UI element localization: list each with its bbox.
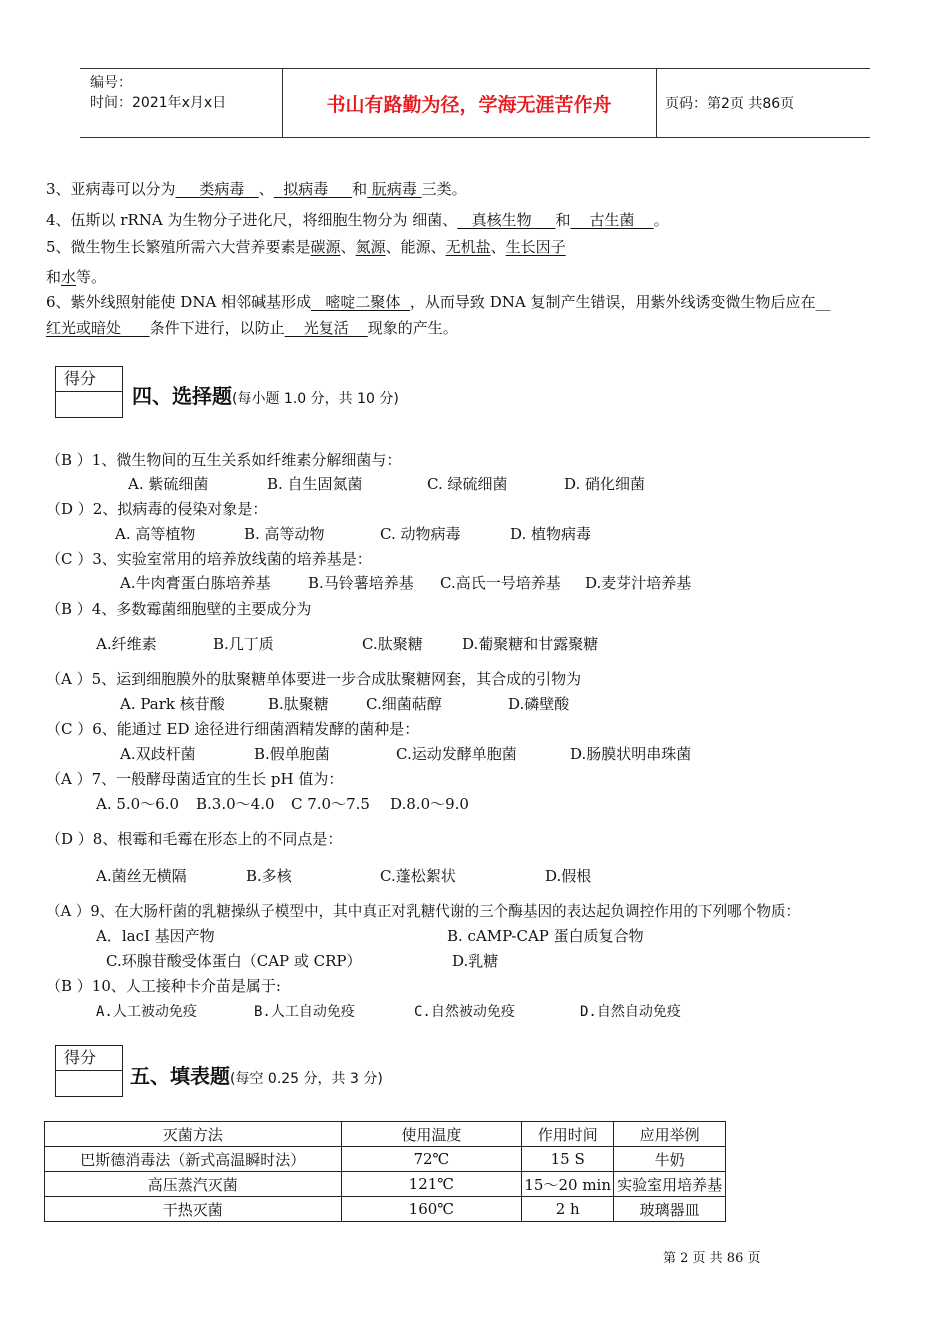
header-meta: [90, 73, 226, 113]
section-note: (每空 0.25 分，共 3 分): [230, 1071, 383, 1087]
question-text: 现象的产生。: [367, 319, 458, 337]
choice-option: D.自然自动免疫: [580, 1004, 681, 1020]
choice-option: C.细菌萜醇: [366, 695, 442, 713]
choice-option: A.双歧杆菌: [120, 745, 196, 763]
question-text: 6、紫外线照射能使 DNA 相邻碱基形成: [46, 293, 312, 311]
choice-option: C.运动发酵单胞菌: [396, 745, 517, 763]
answer-blank: 光复活: [284, 319, 368, 337]
score-label: 得分: [56, 367, 122, 392]
table-cell: 15～20 min: [522, 1172, 614, 1197]
choice-option: C.高氏一号培养基: [440, 574, 561, 592]
fill-question-5: [46, 236, 566, 257]
choice-option: B. cAMP-CAP 蛋白质复合物: [447, 927, 644, 945]
choice-option: A.菌丝无横隔: [96, 867, 187, 885]
choice-option: A.人工被动免疫: [96, 1004, 197, 1020]
question-text: 等。: [76, 268, 107, 286]
choice-option: D. 硝化细菌: [564, 475, 646, 493]
table-header: 应用举例: [614, 1122, 726, 1147]
choice-option: C. 绿硫细菌: [427, 475, 508, 493]
question-text: 条件下进行，以防止: [149, 319, 285, 337]
header-code-label: 编号：: [90, 75, 132, 91]
page-header: [80, 68, 870, 138]
question-text: 和: [46, 268, 62, 286]
question-text: 3、亚病毒可以分为: [46, 180, 176, 198]
header-motto: 书山有路勤为径，学海无涯苦作舟: [326, 93, 612, 116]
table-cell: 15 S: [522, 1147, 614, 1172]
choice-option: A. Park 核苷酸: [120, 695, 225, 713]
choice-option: B.3.0～4.0: [196, 795, 275, 813]
header-divider: [656, 69, 657, 137]
table-cell: 160℃: [341, 1197, 522, 1222]
answer-blank: 无机盐: [445, 238, 491, 256]
choice-option: B.马铃薯培养基: [308, 574, 414, 592]
section-note: (每小题 1.0 分，共 10 分): [232, 391, 399, 407]
table-row: [45, 1172, 726, 1197]
choice-option: C. 动物病毒: [380, 525, 461, 543]
choice-option: C.肽聚糖: [362, 635, 423, 653]
sterilization-table: [44, 1121, 726, 1222]
answer-blank: 真核生物: [457, 211, 556, 229]
section-title: [132, 380, 399, 409]
table-cell: 牛奶: [614, 1147, 726, 1172]
choice-stem: （D ）2、拟病毒的侵染对象是：: [46, 500, 268, 518]
choice-stem: （A ）9、在大肠杆菌的乳糖操纵子模型中，其中真正对乳糖代谢的三个酶基因的表达起负调控作用的下列哪个物质：: [46, 903, 801, 920]
choice-option: D.肠膜状明串珠菌: [570, 745, 692, 763]
choice-stem: （A ）5、运到细胞膜外的肽聚糖单体要进一步合成肽聚糖网套，其合成的引物为: [46, 670, 582, 688]
choice-stem: （C ）6、能通过 ED 途径进行细菌酒精发酵的菌种是：: [46, 720, 420, 738]
table-cell: 高压蒸汽灭菌: [45, 1172, 342, 1197]
choice-option: A. 5.0～6.0: [96, 795, 180, 813]
fill-question-4: [46, 209, 669, 230]
choice-option: B. 自生固氮菌: [267, 475, 363, 493]
choice-option: C.环腺苷酸受体蛋白（CAP 或 CRP）: [106, 952, 362, 970]
choice-option: D.乳糖: [452, 952, 499, 970]
table-cell: 121℃: [341, 1172, 522, 1197]
choice-option: B.几丁质: [213, 635, 274, 653]
question-text: 和: [352, 180, 368, 198]
table-header: 作用时间: [522, 1122, 614, 1147]
fill-question-3: [46, 178, 467, 199]
table-row: [45, 1197, 726, 1222]
choice-stem: （B ）4、多数霉菌细胞壁的主要成分为: [46, 600, 312, 618]
fill-question-6-cont: [46, 317, 458, 338]
choice-stem: （A ）7、一般酵母菌适宜的生长 pH 值为：: [46, 770, 344, 788]
header-time-label: 时间：2021年x月x日: [90, 95, 227, 111]
question-text: 5、微生物生长繁殖所需六大营养要素是: [46, 238, 311, 256]
score-box: [55, 366, 123, 418]
question-text: __: [815, 293, 831, 311]
answer-blank: 红光或暗处: [46, 319, 150, 337]
question-text: 、: [340, 238, 356, 256]
choice-option: C.蓬松絮状: [380, 867, 456, 885]
table-header-row: [45, 1122, 726, 1147]
answer-blank: 古生菌: [570, 211, 654, 229]
question-text: 4、伍斯以 rRNA 为生物分子进化尺，将细胞生物分为 细菌、: [46, 211, 458, 229]
answer-blank: 生长因子: [505, 238, 566, 256]
choice-stem: （D ）8、根霉和毛霉在形态上的不同点是：: [46, 830, 343, 848]
section-heading: 五、填表题: [130, 1064, 230, 1088]
choice-stem: （B ）1、微生物间的互生关系如纤维素分解细菌与：: [46, 451, 402, 469]
choice-option: C.自然被动免疫: [414, 1004, 515, 1020]
choice-option: A. 紫硫细菌: [128, 475, 209, 493]
question-text: 、能源、: [385, 238, 446, 256]
choice-option: A. 高等植物: [115, 525, 196, 543]
choice-stem: （C ）3、实验室常用的培养放线菌的培养基是：: [46, 550, 372, 568]
answer-blank: 拟病毒: [273, 180, 353, 198]
question-text: 和: [555, 211, 571, 229]
choice-option: D.磷壁酸: [508, 695, 570, 713]
choice-option: B.人工自动免疫: [254, 1004, 355, 1020]
section-heading: 四、选择题: [132, 384, 232, 408]
choice-option: D.麦芽汁培养基: [585, 574, 692, 592]
table-cell: 干热灭菌: [45, 1197, 342, 1222]
table-cell: 玻璃器皿: [614, 1197, 726, 1222]
choice-option: C 7.0～7.5: [291, 795, 370, 813]
fill-question-6: [46, 291, 830, 312]
choice-option: A.纤维素: [96, 635, 157, 653]
question-text: 。: [653, 211, 669, 229]
question-text: 三类。: [421, 180, 467, 198]
score-label: 得分: [56, 1046, 122, 1071]
page-footer: 第 2 页 共 86 页: [663, 1251, 761, 1266]
choice-option: B.肽聚糖: [268, 695, 329, 713]
answer-blank: 碳源: [310, 238, 341, 256]
table-cell: 巴斯德消毒法（新式高温瞬时法）: [45, 1147, 342, 1172]
answer-blank: 氮源: [355, 238, 386, 256]
question-text: ，从而导致 DNA 复制产生错误，用紫外线诱变微生物后应在: [409, 293, 816, 311]
choice-option: A.牛肉膏蛋白胨培养基: [120, 574, 271, 592]
choice-option: B.假单胞菌: [254, 745, 330, 763]
fill-question-5-cont: [46, 266, 106, 287]
choice-option: D.8.0～9.0: [390, 795, 469, 813]
header-page-label: 页码：第2页 共86页: [665, 96, 795, 112]
table-cell: 实验室用培养基: [614, 1172, 726, 1197]
choice-option: D.假根: [545, 867, 592, 885]
answer-blank: 水: [61, 268, 77, 286]
score-box: [55, 1045, 123, 1097]
choice-option: D. 植物病毒: [510, 525, 592, 543]
question-text: 、: [490, 238, 506, 256]
table-row: [45, 1147, 726, 1172]
section-title: [130, 1060, 383, 1089]
table-header: 使用温度: [341, 1122, 522, 1147]
table-cell: 2 h: [522, 1197, 614, 1222]
choice-option: B.多核: [246, 867, 292, 885]
answer-blank: 朊病毒: [367, 180, 422, 198]
choice-option: A．lacI 基因产物: [96, 927, 215, 945]
choice-stem: （B ）10、人工接种卡介苗是属于:: [46, 977, 281, 995]
table-cell: 72℃: [341, 1147, 522, 1172]
table-header: 灭菌方法: [45, 1122, 342, 1147]
choice-option: D.葡聚糖和甘露聚糖: [462, 635, 599, 653]
question-text: 、: [258, 180, 274, 198]
answer-blank: 类病毒: [175, 180, 259, 198]
answer-blank: 嘧啶二聚体: [311, 293, 410, 311]
choice-option: B. 高等动物: [244, 525, 325, 543]
